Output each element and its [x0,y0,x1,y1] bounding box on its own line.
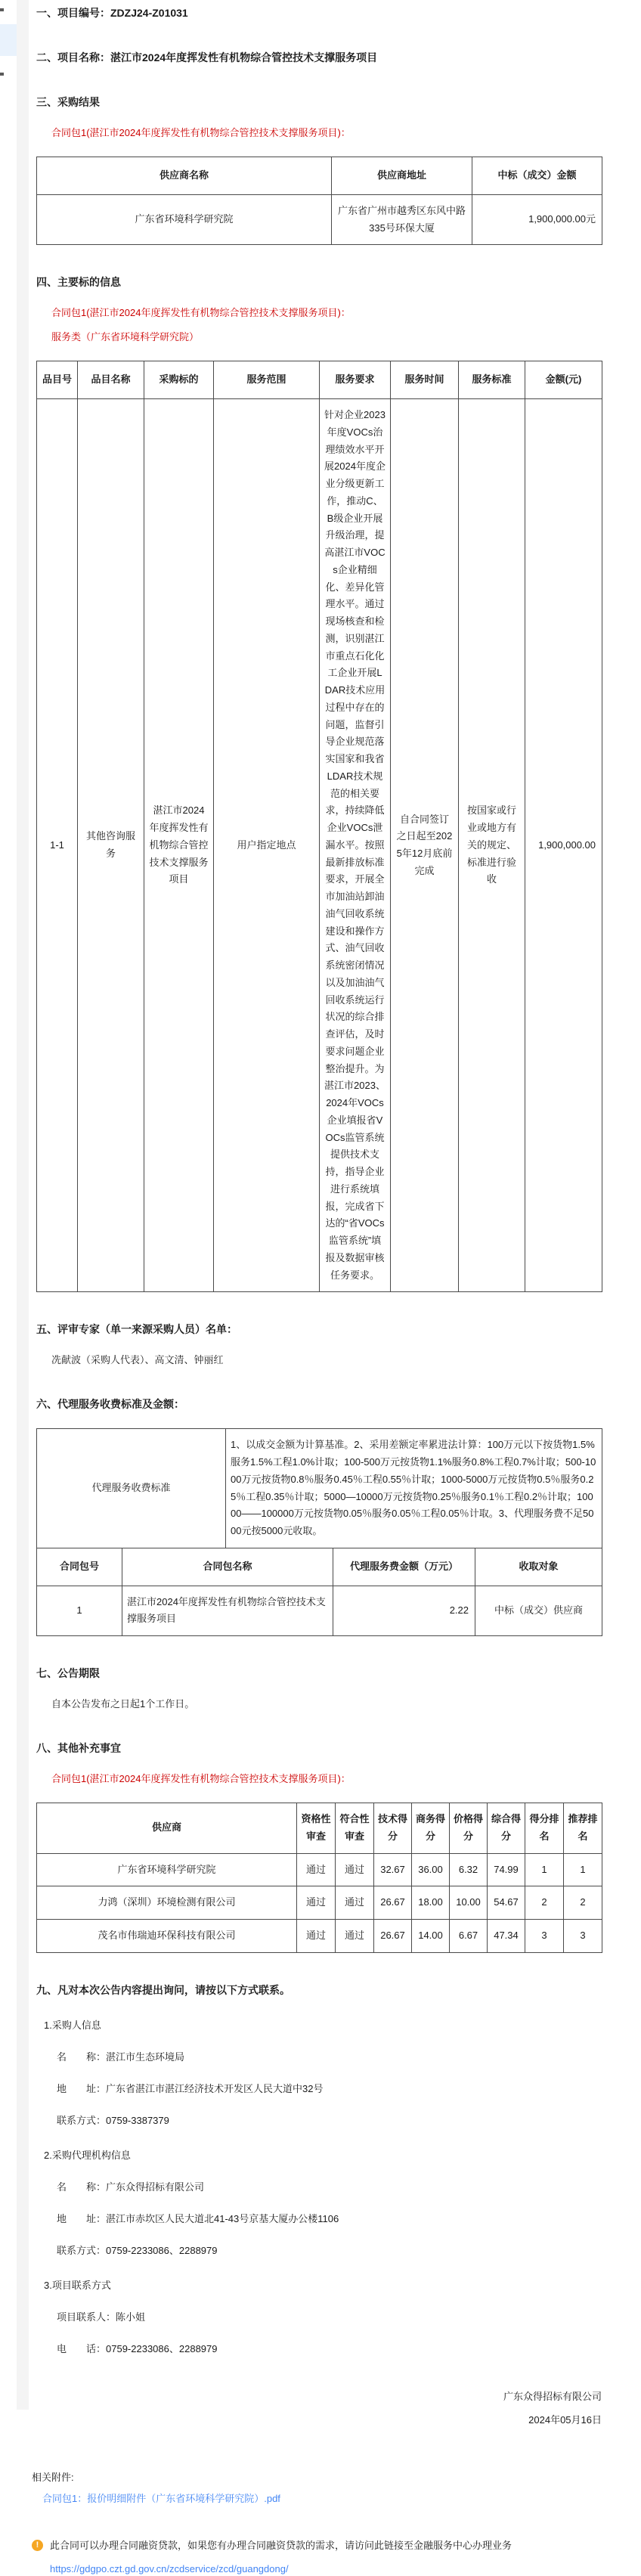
buyer-address-label: 地 址： [57,2082,107,2094]
project-tel-value: 0759-2233086、2288979 [106,2342,218,2354]
finance-service-link[interactable]: https://gdgpo.czt.gd.gov.cn/zcdservice/zcd/guangdong/ [50,2562,289,2574]
total-score-cell: 54.67 [488,1886,525,1920]
buyer-tel-label: 联系方式： [57,2114,107,2126]
section-experts-title: 五、评审专家（单一来源采购人员）名单： [36,1323,237,1336]
section-agency-fee-title: 六、代理服务收费标准及金额： [36,1398,184,1411]
agency-fee-standard-table [36,1428,602,1548]
supplier-name-cell: 广东省环境科学研究院 [37,194,332,245]
supplier-cell: 广东省环境科学研究院 [37,1853,297,1886]
conformity-cell: 通过 [336,1853,374,1886]
column-header-requirement: 服务要求 [320,361,391,399]
buyer-name-value: 湛江市生态环境局 [106,2051,185,2063]
column-header-technical-score: 技术得分 [374,1803,412,1854]
qualification-cell: 通过 [297,1853,336,1886]
left-nav-highlight-fragment [0,24,17,56]
qualification-cell: 通过 [297,1920,336,1953]
section-project-number [36,6,633,20]
package-name-cell: 湛江市2024年度挥发性有机物综合管控技术支撑服务项目 [122,1586,333,1636]
procurement-result-table [36,157,602,245]
price-score-cell: 6.67 [450,1920,488,1953]
buyer-name-line [57,2051,633,2064]
warning-icon: ! [32,2540,43,2551]
column-header-business-score: 商务得分 [412,1803,450,1854]
column-header-supplier: 供应商 [37,1803,297,1854]
column-header-fee-amount: 代理服务费金额（万元） [333,1548,475,1586]
finance-notice-text: 此合同可以办理合同融资贷款，如果您有办理合同融资贷款的需求，请访问此链接至金融服务中心办理业务 [50,2539,512,2551]
agency-address-line [57,2212,633,2226]
score-rank-cell: 2 [525,1886,564,1920]
conformity-cell: 通过 [336,1920,374,1953]
section-contact-title: 九、凡对本次公告内容提出询问，请按以下方式联系。 [36,1983,290,1996]
conformity-cell: 通过 [336,1886,374,1920]
table-header-row [37,361,602,399]
signature-block [29,2385,602,2432]
technical-score-cell: 32.67 [374,1853,412,1886]
section-notice-period-title: 七、公告期限 [36,1667,100,1679]
item-no-cell: 1-1 [37,399,78,1292]
project-number-label: 一、项目编号： [36,7,110,19]
project-tel-line [57,2342,633,2356]
column-header-package-no: 合同包号 [37,1548,122,1586]
table-row [37,1886,602,1920]
column-header-payer: 收取对象 [475,1548,602,1586]
column-header-item-name: 品目名称 [78,361,144,399]
agency-info-heading: 2.采购代理机构信息 [44,2149,131,2161]
column-header-award-amount: 中标（成交）金额 [472,157,602,195]
column-header-price-score: 价格得分 [450,1803,488,1854]
agency-name-line [57,2181,633,2194]
business-score-cell: 18.00 [412,1886,450,1920]
table-header-row [37,1548,602,1586]
project-person-label: 项目联系人： [57,2311,116,2323]
buyer-address-line [57,2082,633,2096]
notice-period-body: 自本公告发布之日起1个工作日。 [51,1698,195,1710]
section-procurement-result-title: 三、采购结果 [36,96,100,108]
signature-company: 广东众得招标有限公司 [503,2390,602,2402]
payer-cell: 中标（成交）供应商 [475,1586,602,1636]
finance-notice-block [32,2539,641,2576]
attachments-label: 相关附件: [32,2471,74,2483]
column-header-supplier-address: 供应商地址 [332,157,472,195]
supplier-cell: 茂名市伟瑞迪环保科技有限公司 [37,1920,297,1953]
agency-address-label: 地 址： [57,2212,107,2224]
contract-package-line: 合同包1(湛江市2024年度挥发性有机物综合管控技术支撑服务项目)： [51,307,351,319]
agency-address-value: 湛江市赤坎区人民大道北41-43号京基大厦办公楼1106 [106,2212,339,2224]
agency-tel-value: 0759-2233086、2288979 [106,2244,218,2256]
standard-cell: 按国家或行业或地方有关的规定、标准进行验收 [459,399,525,1292]
supplier-address-cell: 广东省广州市越秀区东风中路335号环保大厦 [332,194,472,245]
score-rank-cell: 3 [525,1920,564,1953]
business-score-cell: 14.00 [412,1920,450,1953]
column-header-recommend-rank: 推荐排名 [564,1803,602,1854]
evaluation-score-table [36,1803,602,1953]
agency-tel-line [57,2244,633,2258]
column-header-time: 服务时间 [391,361,459,399]
experts-list: 冼献波（采购人代表）、高文清、钟丽红 [51,1354,224,1366]
table-row [37,1853,602,1886]
page-gutter [17,0,29,2410]
left-panel-text-fragment [0,73,4,76]
award-amount-cell: 1,900,000.00元 [472,194,602,245]
column-header-package-name: 合同包名称 [122,1548,333,1586]
column-header-score-rank: 得分排名 [525,1803,564,1854]
left-panel-fragment [0,0,17,2410]
supplier-cell: 力鸿（深圳）环境检测有限公司 [37,1886,297,1920]
target-cell: 湛江市2024年度挥发性有机物综合管控技术支撑服务项目 [144,399,214,1292]
agency-tel-label: 联系方式： [57,2244,107,2256]
service-class-line: 服务类（广东省环境科学研究院） [51,331,200,343]
project-person-value: 陈小姐 [116,2311,146,2323]
project-number-value: ZDZJ24-Z01031 [110,7,188,19]
scope-cell: 用户指定地点 [214,399,320,1292]
total-score-cell: 47.34 [488,1920,525,1953]
left-panel-text-fragment [0,8,4,11]
price-score-cell: 6.32 [450,1853,488,1886]
table-row [37,1429,602,1548]
buyer-info-heading: 1.采购人信息 [44,2019,101,2031]
contract-package-line: 合同包1(湛江市2024年度挥发性有机物综合管控技术支撑服务项目)： [51,1773,351,1784]
column-header-target: 采购标的 [144,361,214,399]
section-supplement-title: 八、其他补充事宜 [36,1742,121,1754]
recommend-rank-cell: 3 [564,1920,602,1953]
column-header-total-score: 综合得分 [488,1803,525,1854]
column-header-supplier-name: 供应商名称 [37,157,332,195]
buyer-tel-value: 0759-3387379 [106,2114,169,2126]
column-header-scope: 服务范围 [214,361,320,399]
project-contact-heading: 3.项目联系方式 [44,2279,111,2291]
agency-name-value: 广东众得招标有限公司 [106,2181,205,2193]
technical-score-cell: 26.67 [374,1920,412,1953]
total-score-cell: 74.99 [488,1853,525,1886]
agency-name-label: 名 称： [57,2181,107,2193]
table-row [37,1920,602,1953]
column-header-standard: 服务标准 [459,361,525,399]
subject-info-table [36,361,602,1292]
column-header-amount: 金额(元) [525,361,602,399]
fee-standard-text-cell: 1、以成交金额为计算基准。2、采用差额定率累进法计算：100万元以下按货物1.5%服务1.5%工程1.0%计取；100-500万元按货物1.1%服务0.8%工程0.7%计取；500-1000万元按货物0.8％服务0.45％工程0.55％计取；1000-5000万元按货物0.5％服务0.25％工程0.35％计取；5000—10000万元按货物0.25％服务0.1％工程0.2％计取；10000——100000万元按货物0.05％服务0.05％工程0.05％计取。3、代理服务费不足5000元按5000元收取。 [226,1429,602,1548]
table-header-row [37,157,602,195]
column-header-conformity-review: 符合性审查 [336,1803,374,1854]
column-header-qualification-review: 资格性审查 [297,1803,336,1854]
signature-date: 2024年05月16日 [528,2413,602,2426]
section-subject-info-title: 四、主要标的信息 [36,276,121,289]
fee-standard-label-cell: 代理服务收费标准 [37,1429,226,1548]
qualification-cell: 通过 [297,1886,336,1920]
amount-cell: 1,900,000.00 [525,399,602,1292]
project-tel-label: 电 话： [57,2342,107,2354]
buyer-address-value: 广东省湛江市湛江经济技术开发区人民大道中32号 [106,2082,324,2094]
business-score-cell: 36.00 [412,1853,450,1886]
table-row [37,1586,602,1636]
project-person-line [57,2311,633,2324]
section-project-name: 二、项目名称：湛江市2024年度挥发性有机物综合管控技术支撑服务项目 [36,51,378,64]
fee-amount-cell: 2.22 [333,1586,475,1636]
column-header-item-no: 品目号 [37,361,78,399]
attachments-block [32,2471,641,2506]
technical-score-cell: 26.67 [374,1886,412,1920]
buyer-name-label: 名 称： [57,2051,107,2063]
table-row [37,399,602,1292]
agency-fee-amount-table [36,1548,602,1636]
recommend-rank-cell: 1 [564,1853,602,1886]
table-row [37,194,602,245]
buyer-tel-line [57,2114,633,2128]
contract-package-line: 合同包1(湛江市2024年度挥发性有机物综合管控技术支撑服务项目)： [51,127,351,138]
time-cell: 自合同签订之日起至2025年12月底前完成 [391,399,459,1292]
requirement-cell: 针对企业2023年度VOCs治理绩效水平开展2024年度企业分级更新工作，推动C、B级企业开展升级治理，提高湛江市VOCs企业精细化、差异化管理水平。通过现场核查和检测，识别湛江市重点石化化工企业开展LDAR技术应用过程中存在的问题，监督引导企业规范落实国家和我省LDAR技术规范的相关要求，持续降低企业VOCs泄漏水平。按照最新排放标准要求，开展全市加油站卸油油气回收系统建设和操作方式、油气回收系统密闭情况以及加油油气回收系统运行状况的综合排查评估，及时要求问题企业整治提升。为湛江市2023、2024年VOCs企业填报省VOCs监管系统提供技术支持，指导企业进行系统填报，完成省下达的“省VOCs监管系统”填报及数据审核任务要求。 [320,399,391,1292]
item-name-cell: 其他咨询服务 [78,399,144,1292]
attachment-pdf-link[interactable]: 合同包1：报价明细附件（广东省环境科学研究院）.pdf [42,2492,280,2504]
recommend-rank-cell: 2 [564,1886,602,1920]
package-no-cell: 1 [37,1586,122,1636]
announcement-body [29,0,641,2576]
table-header-row [37,1803,602,1854]
price-score-cell: 10.00 [450,1886,488,1920]
score-rank-cell: 1 [525,1853,564,1886]
